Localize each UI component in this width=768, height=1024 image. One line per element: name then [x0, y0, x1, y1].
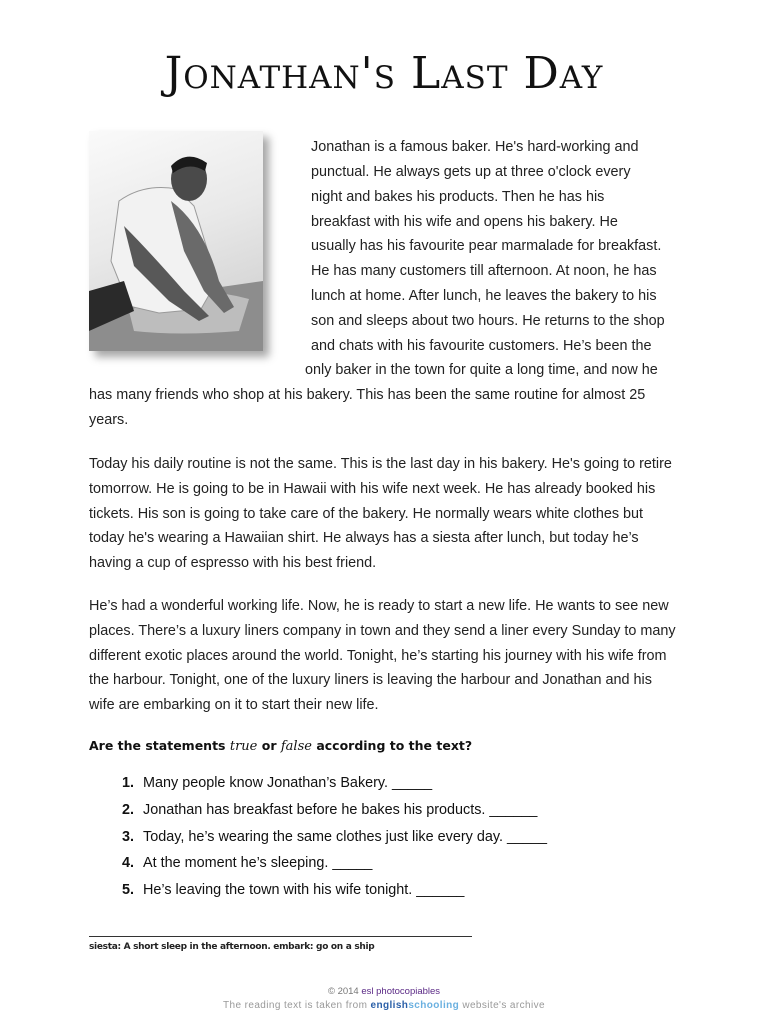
copyright-prefix: © 2014 [327, 986, 359, 997]
question-heading [89, 738, 472, 754]
statement-number: 1. [121, 775, 134, 791]
statement-number: 4. [121, 855, 134, 872]
statement-text: Today, he’s wearing the same clothes just like every day. _____ [143, 828, 547, 845]
statement-text: He’s leaving the town with his wife tonight. ______ [143, 882, 465, 899]
paragraph-1-line: lunch at home. After lunch, he leaves the bakery to his [311, 288, 657, 304]
paragraph-2: Today his daily routine is not the same. This is the last day in his bakery. He's going to retire tomorrow. He is going to be in Hawaii with his wife next week. He has already booked his tickets. His son is going to take care of the bakery. He normally wears white clothes but today he's wearing a Hawaiian shirt. He always has a siesta after lunch, but today he’s having a cup of espresso with his best friend. [89, 456, 672, 572]
statement-text: Jonathan has breakfast before he bakes his products. ______ [143, 801, 538, 818]
paragraph-1-line: He has many customers till afternoon. At noon, he has [311, 263, 657, 279]
list-item [89, 877, 547, 904]
list-item [89, 824, 547, 851]
baker-photo [89, 131, 263, 351]
paragraph-1-line: night and bakes his products. Then he has his [311, 189, 605, 205]
source-after: website's archive [462, 1000, 545, 1011]
paragraph-1-line: and chats with his favourite customers. He’s been the [311, 338, 652, 354]
question-or-word: or [261, 738, 277, 753]
source-line [0, 1000, 768, 1011]
question-before: Are the statements [89, 738, 226, 753]
list-item [89, 850, 547, 877]
statement-text: Many people know Jonathan’s Bakery. _____ [143, 775, 433, 791]
question-false-word: false [280, 739, 312, 754]
baker-illustration [89, 131, 263, 351]
list-item [89, 770, 547, 797]
question-true-word: true [229, 739, 258, 754]
paragraph-1-line: years. [89, 412, 129, 428]
statement-number: 3. [121, 828, 134, 845]
brand-link[interactable]: esl photocopiables [361, 986, 441, 997]
source-brand[interactable] [371, 1000, 460, 1011]
statement-text: At the moment he’s sleeping. _____ [143, 855, 373, 872]
statements-list [89, 770, 547, 904]
copyright-line [0, 986, 768, 997]
question-after: according to the text? [316, 738, 473, 753]
paragraph-1-line: only baker in the town for quite a long time, and now he [305, 362, 658, 378]
footnote-divider [89, 936, 472, 937]
page-title: Jonathan's Last Day [164, 48, 604, 99]
paragraph-1-line: usually has his favourite pear marmalade for breakfast. [311, 238, 662, 254]
list-item [89, 797, 547, 824]
paragraph-1-line: son and sleeps about two hours. He returns to the shop [311, 313, 665, 329]
paragraph-1-line: breakfast with his wife and opens his bakery. He [311, 214, 618, 230]
statement-number: 2. [121, 801, 134, 818]
statement-number: 5. [121, 882, 134, 899]
footnote: siesta: A short sleep in the afternoon. embark: go on a ship [89, 942, 375, 952]
source-brand-part-1: english [370, 1000, 409, 1011]
source-brand-part-2: schooling [408, 1000, 460, 1011]
paragraph-1-line: Jonathan is a famous baker. He's hard-working and [311, 139, 639, 155]
paragraph-3: He’s had a wonderful working life. Now, he is ready to start a new life. He wants to see new places. There’s a luxury liners company in town and they send a liner every Sunday to many different exotic places around the world. Tonight, he’s starting his journey with his wife from the harbour. Tonight, one of the luxury liners is leaving the harbour and Jonathan and his wife are embarking on it to start their new life. [89, 598, 676, 714]
paragraph-1-line: punctual. He always gets up at three o'clock every [311, 164, 631, 180]
source-before: The reading text is taken from [223, 1000, 368, 1011]
paragraph-1-line: has many friends who shop at his bakery. This has been the same routine for almost 25 [89, 387, 646, 403]
